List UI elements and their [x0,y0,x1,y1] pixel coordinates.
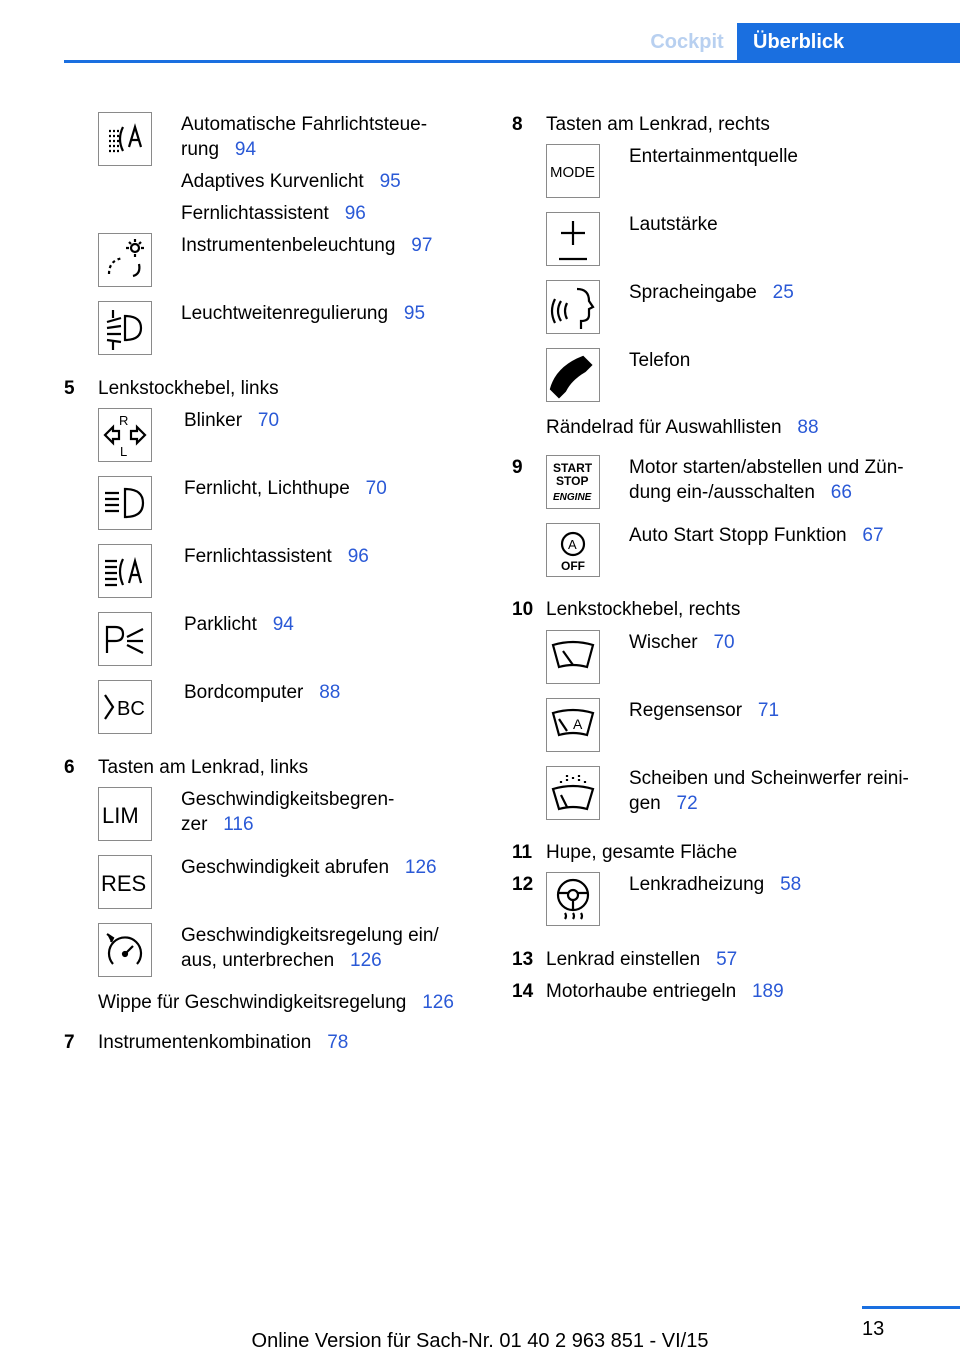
washer-icon [546,766,600,820]
light-item-4: Instrumentenbeleuchtung 97 [181,235,433,256]
sub-item: Geschwindigkeitsbegren- zer 116 [181,789,395,835]
page-ref[interactable]: 66 [830,482,852,503]
auto-start-stop-icon [546,523,600,577]
headlight-range-icon [98,301,152,355]
sub-item: Geschwindigkeitsregelung ein/ aus, unterbrechen 126 [181,925,439,971]
item-number: 11 [512,842,533,863]
light-item-3: Fernlichtassistent 96 [181,203,366,224]
auto-headlight-icon [98,112,152,166]
page-ref[interactable]: 71 [757,700,780,721]
parking-light-icon [98,612,152,666]
volume-icon [546,212,600,266]
page-ref[interactable]: 95 [403,303,426,324]
sub-item: Fernlichtassistent 96 [184,546,369,567]
footer-rule [862,1306,960,1309]
svg-text:ENGINE: ENGINE [553,492,592,503]
item-number: 9 [512,457,523,478]
item-title: Lenkrad einstellen 57 [546,949,738,970]
sub-item: Telefon [629,350,691,371]
svg-text:LIM: LIM [102,803,139,828]
bc-icon [98,680,152,734]
footer-text: Online Version für Sach-Nr. 01 40 2 963 851 - VI/15 [251,1330,709,1352]
page-ref[interactable]: 88 [319,682,341,703]
cruise-control-icon [98,923,152,977]
start-stop-icon [546,455,600,509]
light-item-1: Automatische Fahrlichtsteue- rung 94 [181,114,428,160]
page-ref[interactable]: 189 [751,981,784,1002]
lim-icon [98,787,152,841]
svg-text:OFF: OFF [561,559,585,573]
steering-wheel-heating-icon [546,872,600,926]
high-beam-assist-icon [98,544,152,598]
page-ref[interactable]: 126 [404,857,437,878]
page-ref[interactable]: 58 [780,874,802,895]
sub-item: Bordcomputer 88 [184,682,341,703]
svg-text:R: R [119,413,129,428]
page-number: 13 [862,1318,885,1340]
svg-text:BC: BC [117,698,145,720]
wiper-icon [546,630,600,684]
page-ref[interactable]: 57 [716,949,738,970]
sub-item: Scheiben und Scheinwerfer reini- gen 72 [629,768,909,814]
header-section-tab[interactable]: Cockpit [640,23,734,61]
res-icon [98,855,152,909]
sub-item: Entertainmentquelle [629,146,798,167]
svg-text:A: A [568,537,577,552]
page-ref[interactable]: 70 [257,410,280,431]
page-ref[interactable]: 96 [347,546,369,567]
sub-item: Blinker 70 [184,410,280,431]
sub-item: Geschwindigkeit abrufen 126 [181,857,437,878]
item-title: Lenkstockhebel, rechts [546,599,741,620]
sub-item: Regensensor 71 [629,700,780,721]
item-number: 13 [512,949,534,970]
svg-text:START: START [553,461,593,475]
item-number: 14 [512,981,534,1002]
sub-item: Spracheingabe 25 [629,282,794,303]
svg-text:A: A [573,716,583,732]
high-beam-icon [98,476,152,530]
item-title: Lenkradheizung 58 [629,874,802,895]
item-number: 10 [512,599,534,620]
sub-item: Wippe für Geschwindigkeitsregelung 126 [98,992,454,1013]
page-ref[interactable]: 96 [344,203,366,224]
sub-item: Wischer 70 [629,632,735,653]
phone-icon [546,348,600,402]
page-ref[interactable]: 88 [797,417,819,438]
rain-sensor-icon [546,698,600,752]
sub-item: Rändelrad für Auswahllisten 88 [546,417,819,438]
page-ref[interactable]: 126 [422,992,454,1013]
mode-icon [546,144,600,198]
item-number: 8 [512,114,523,135]
page-ref[interactable]: 97 [411,235,433,256]
page-ref[interactable]: 70 [713,632,735,653]
item-number: 12 [512,874,534,895]
header-rule [64,60,960,63]
page-ref[interactable]: 70 [365,478,387,499]
page-ref[interactable]: 67 [862,525,884,546]
item-title: Lenkstockhebel, links [98,378,279,399]
page-ref[interactable]: 25 [772,282,794,303]
svg-text:STOP: STOP [556,474,589,488]
voice-icon [546,280,600,334]
item-number: 6 [64,757,75,778]
page-ref[interactable]: 126 [350,950,382,971]
sub-item: Parklicht 94 [184,614,294,635]
item-title: Hupe, gesamte Fläche [546,842,738,863]
page-ref[interactable]: 94 [272,614,294,635]
sub-item: Lautstärke [629,214,718,235]
item-title: Motorhaube entriegeln 189 [546,981,784,1002]
item-number: 7 [64,1032,75,1053]
page-ref[interactable]: 72 [676,793,698,814]
item-title: Tasten am Lenkrad, links [98,757,309,778]
sub-item: Auto Start Stopp Funktion 67 [629,525,884,546]
light-item-2: Adaptives Kurvenlicht 95 [181,171,401,192]
svg-text:RES: RES [101,871,147,896]
item-title: Instrumentenkombination 78 [98,1032,349,1053]
item-number: 5 [64,378,75,399]
sub-item: Motor starten/abstellen und Zün- dung ein-/ausschalten 66 [629,457,904,503]
page-ref[interactable]: 78 [327,1032,349,1053]
page-ref[interactable]: 95 [379,171,401,192]
header-chapter-tab[interactable]: Überblick [737,23,960,61]
page-ref[interactable]: 94 [234,139,257,160]
instrument-lighting-icon [98,233,152,287]
light-item-5: Leuchtweitenregulierung 95 [181,303,426,324]
page-ref[interactable]: 116 [223,814,254,835]
svg-text:L: L [120,444,128,459]
sub-item: Fernlicht, Lichthupe 70 [184,478,387,499]
svg-text:MODE: MODE [550,164,595,181]
turn-signal-icon [98,408,152,462]
item-title: Tasten am Lenkrad, rechts [546,114,770,135]
